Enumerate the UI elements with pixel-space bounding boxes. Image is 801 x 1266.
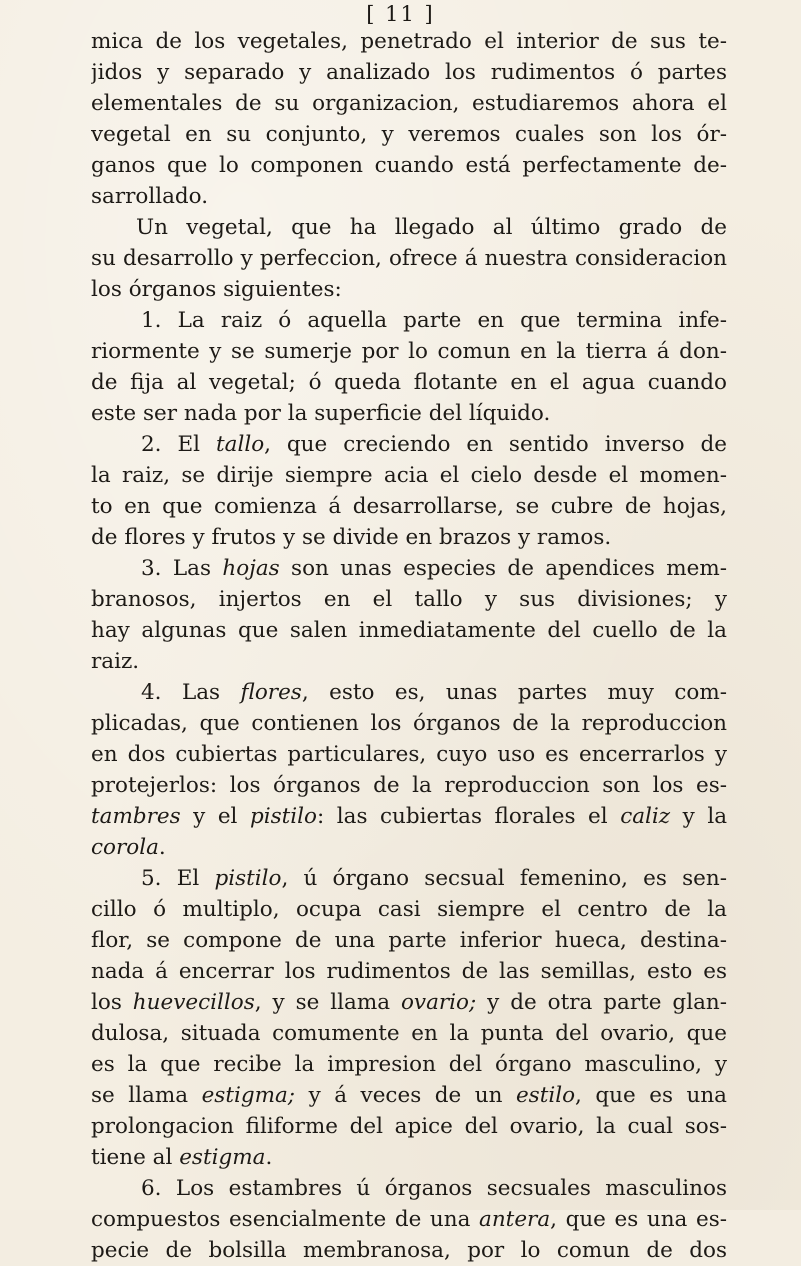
page-number: [ 11 ] [366,2,435,26]
text-line: protejerlos: los órganos de la reproduccion son los es- [91,773,727,798]
text-line: ganos que lo componen cuando está perfectamente de- [91,153,727,178]
text-line: flor, se compone de una parte inferior hueca, destina- [91,928,727,953]
text-line: 2. El tallo, que creciendo en sentido inverso de [141,432,727,457]
text-line: hay algunas que salen inmediatamente del cuello de la [91,618,727,643]
text-line: este ser nada por la superficie del líquido. [91,401,551,426]
text-line: pecie de bolsilla membranosa, por lo comun de dos [91,1238,727,1263]
text-line: nada á encerrar los rudimentos de las semillas, esto es [91,959,727,984]
text-line: mica de los vegetales, penetrado el interior de sus te- [91,29,727,54]
text-line: 4. Las flores, esto es, unas partes muy com- [141,680,727,705]
text-line: plicadas, que contienen los órganos de la reproduccion [91,711,727,736]
text-line: elementales de su organizacion, estudiaremos ahora el [91,91,727,116]
text-line: los huevecillos, y se llama ovario; y de otra parte glan- [91,990,727,1015]
text-line: dulosa, situada comumente en la punta del ovario, que [91,1021,727,1046]
text-line: riormente y se sumerje por lo comun en la tierra á don- [91,339,727,364]
text-line: compuestos esencialmente de una antera, que es una es- [91,1207,727,1232]
text-line: to en que comienza á desarrollarse, se cubre de hojas, [91,494,727,519]
text-line: es la que recibe la impresion del órgano masculino, y [91,1052,727,1077]
text-line: 1. La raiz ó aquella parte en que termina infe- [141,308,727,333]
text-line: de flores y frutos y se divide en brazos y ramos. [91,525,612,550]
text-line: Un vegetal, que ha llegado al último grado de [136,215,727,240]
text-line: jidos y separado y analizado los rudimentos ó partes [91,60,727,85]
text-line: de fija al vegetal; ó queda flotante en el agua cuando [91,370,727,395]
text-line: sarrollado. [91,184,209,209]
text-line: raiz. [91,649,140,674]
text-line: en dos cubiertas particulares, cuyo uso es encerrarlos y [91,742,727,767]
text-line: branosos, injertos en el tallo y sus divisiones; y [91,587,727,612]
text-line: su desarrollo y perfeccion, ofrece á nuestra consideracion [91,246,727,271]
body-text [91,26,727,1266]
text-line: prolongacion filiforme del apice del ovario, la cual sos- [91,1114,727,1139]
text-line: los órganos siguientes: [91,277,342,302]
text-line: 6. Los estambres ú órganos secsuales masculinos [141,1176,727,1201]
text-line: se llama estigma; y á veces de un estilo, que es una [91,1083,727,1108]
text-line: vegetal en su conjunto, y veremos cuales son los ór- [91,122,727,147]
text-line: corola. [91,835,166,860]
text-line: tambres y el pistilo: las cubiertas florales el caliz y la [91,804,727,829]
text-line: 5. El pistilo, ú órgano secsual femenino, es sen- [141,866,727,891]
text-line: tiene al estigma. [91,1145,273,1170]
text-line: la raiz, se dirije siempre acia el cielo desde el momen- [91,463,727,488]
text-line: cillo ó multiplo, ocupa casi siempre el centro de la [91,897,727,922]
text-line: 3. Las hojas son unas especies de apendices mem- [141,556,727,581]
